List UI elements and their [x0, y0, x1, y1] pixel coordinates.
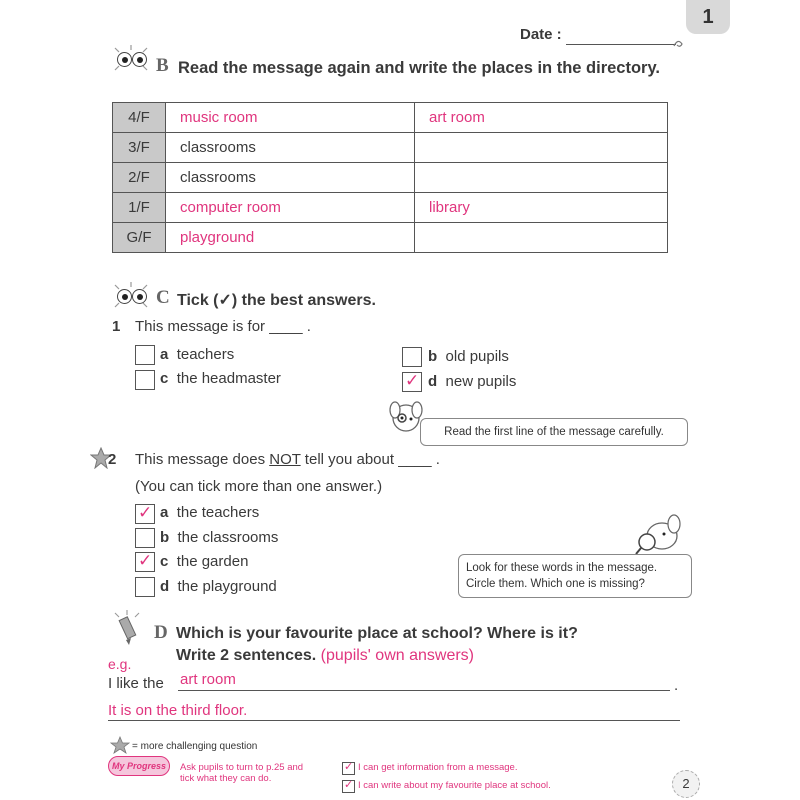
option-b: [428, 348, 509, 365]
table-row: [113, 193, 668, 223]
option-letter: d: [160, 578, 170, 595]
star-icon: [110, 736, 130, 754]
page-number: 2: [672, 770, 700, 798]
sentence-prefix: I like the: [108, 675, 164, 692]
checkmark-icon: ✓: [138, 551, 153, 570]
answer-cell[interactable]: art room: [415, 103, 668, 133]
table-row: [113, 163, 668, 193]
swirl-icon: [672, 38, 686, 50]
floor-cell: 1/F: [113, 193, 166, 223]
section-c-letter: C: [156, 287, 170, 308]
answer-line[interactable]: [108, 720, 680, 721]
directory-table: [112, 102, 668, 253]
option-text: the teachers: [176, 504, 260, 521]
example-label: e.g.: [108, 656, 132, 672]
hint-line: Circle them. Which one is missing?: [466, 578, 645, 590]
option-letter: a: [160, 346, 169, 363]
floor-cell: 2/F: [113, 163, 166, 193]
checkbox-checked[interactable]: [135, 504, 155, 524]
option-letter: b: [428, 348, 438, 365]
answer-cell[interactable]: classrooms: [166, 133, 415, 163]
option-text: old pupils: [445, 348, 509, 365]
floor-cell: 4/F: [113, 103, 166, 133]
checkmark-icon: ✓: [344, 779, 354, 791]
checkmark-icon: ✓: [344, 761, 354, 773]
answer-text: art room: [180, 671, 236, 688]
option-a: [160, 504, 259, 521]
date-label: Date :: [520, 26, 562, 43]
answer-cell[interactable]: library: [415, 193, 668, 223]
option-letter: b: [160, 529, 170, 546]
option-text: teachers: [176, 346, 235, 363]
option-c: [160, 370, 281, 387]
checkmark-icon: ✓: [405, 371, 420, 390]
option-letter: c: [160, 553, 169, 570]
checkbox-checked[interactable]: [135, 552, 155, 572]
option-text: the classrooms: [177, 529, 279, 546]
puppy-icon: [634, 512, 684, 556]
checkbox[interactable]: [135, 528, 155, 548]
date-line[interactable]: [566, 44, 676, 45]
question-text: This message does NOT tell you about ____ .: [135, 451, 440, 468]
option-letter: c: [160, 370, 169, 387]
teacher-instruction: Ask pupils to turn to p.25 and tick what they can do.: [180, 762, 304, 784]
my-progress-badge: My Progress: [108, 756, 170, 776]
teacher-note: (pupils' own answers): [320, 647, 475, 664]
eyes-icon: [114, 48, 148, 70]
checkbox[interactable]: [135, 370, 155, 390]
table-row: [113, 223, 668, 253]
hint-box: [458, 554, 692, 598]
floor-cell: G/F: [113, 223, 166, 253]
can-do-item: I can get information from a message.: [358, 762, 518, 773]
answer-cell[interactable]: playground: [166, 223, 415, 253]
option-text: new pupils: [445, 373, 517, 390]
option-text: the playground: [177, 578, 277, 595]
pencil-icon: [112, 610, 142, 646]
answer-cell[interactable]: [415, 133, 668, 163]
section-c-title: Tick (✓) the best answers.: [177, 292, 376, 309]
option-letter: d: [428, 373, 438, 390]
can-do-item: I can write about my favourite place at school.: [358, 780, 551, 791]
checkbox-checked[interactable]: [342, 780, 355, 793]
answer-cell[interactable]: classrooms: [166, 163, 415, 193]
option-c: [160, 553, 248, 570]
section-b-title: Read the message again and write the places in the directory.: [178, 59, 661, 77]
option-text: the headmaster: [176, 370, 281, 387]
option-letter: a: [160, 504, 169, 521]
hint-line: Look for these words in the message.: [466, 562, 658, 574]
section-d-title: Which is your favourite place at school? Where is it?: [176, 625, 578, 642]
question-number: 1: [112, 318, 121, 335]
question-number: 2: [108, 451, 117, 468]
emphasis-not: NOT: [269, 451, 301, 468]
answer-cell[interactable]: music room: [166, 103, 415, 133]
option-b: [160, 529, 278, 546]
hint-box: Read the first line of the message carefully.: [420, 418, 688, 446]
page-tab: 1: [686, 0, 730, 34]
checkbox-checked[interactable]: [342, 762, 355, 775]
option-d: [160, 578, 277, 595]
checkbox-checked[interactable]: [402, 372, 422, 392]
section-b-letter: B: [156, 55, 169, 76]
answer-line[interactable]: [178, 690, 670, 691]
option-a: [160, 346, 234, 363]
answer-cell[interactable]: [415, 223, 668, 253]
checkbox[interactable]: [135, 345, 155, 365]
option-text: the garden: [176, 553, 249, 570]
answer-cell[interactable]: computer room: [166, 193, 415, 223]
floor-cell: 3/F: [113, 133, 166, 163]
checkbox[interactable]: [402, 347, 422, 367]
question-subtext: (You can tick more than one answer.): [135, 478, 383, 495]
legend-text: = more challenging question: [132, 741, 258, 752]
answer-cell[interactable]: [415, 163, 668, 193]
eyes-icon: [114, 285, 148, 307]
table-row: [113, 103, 668, 133]
table-row: [113, 133, 668, 163]
question-text: This message is for ____ .: [135, 318, 311, 335]
checkmark-icon: ✓: [138, 503, 153, 522]
option-d: [428, 373, 516, 390]
section-d-instruction: Write 2 sentences. (pupils' own answers): [176, 647, 475, 664]
section-d-letter: D: [154, 622, 168, 643]
answer-text: It is on the third floor.: [108, 702, 248, 719]
sentence-end: .: [674, 677, 679, 694]
checkbox[interactable]: [135, 577, 155, 597]
